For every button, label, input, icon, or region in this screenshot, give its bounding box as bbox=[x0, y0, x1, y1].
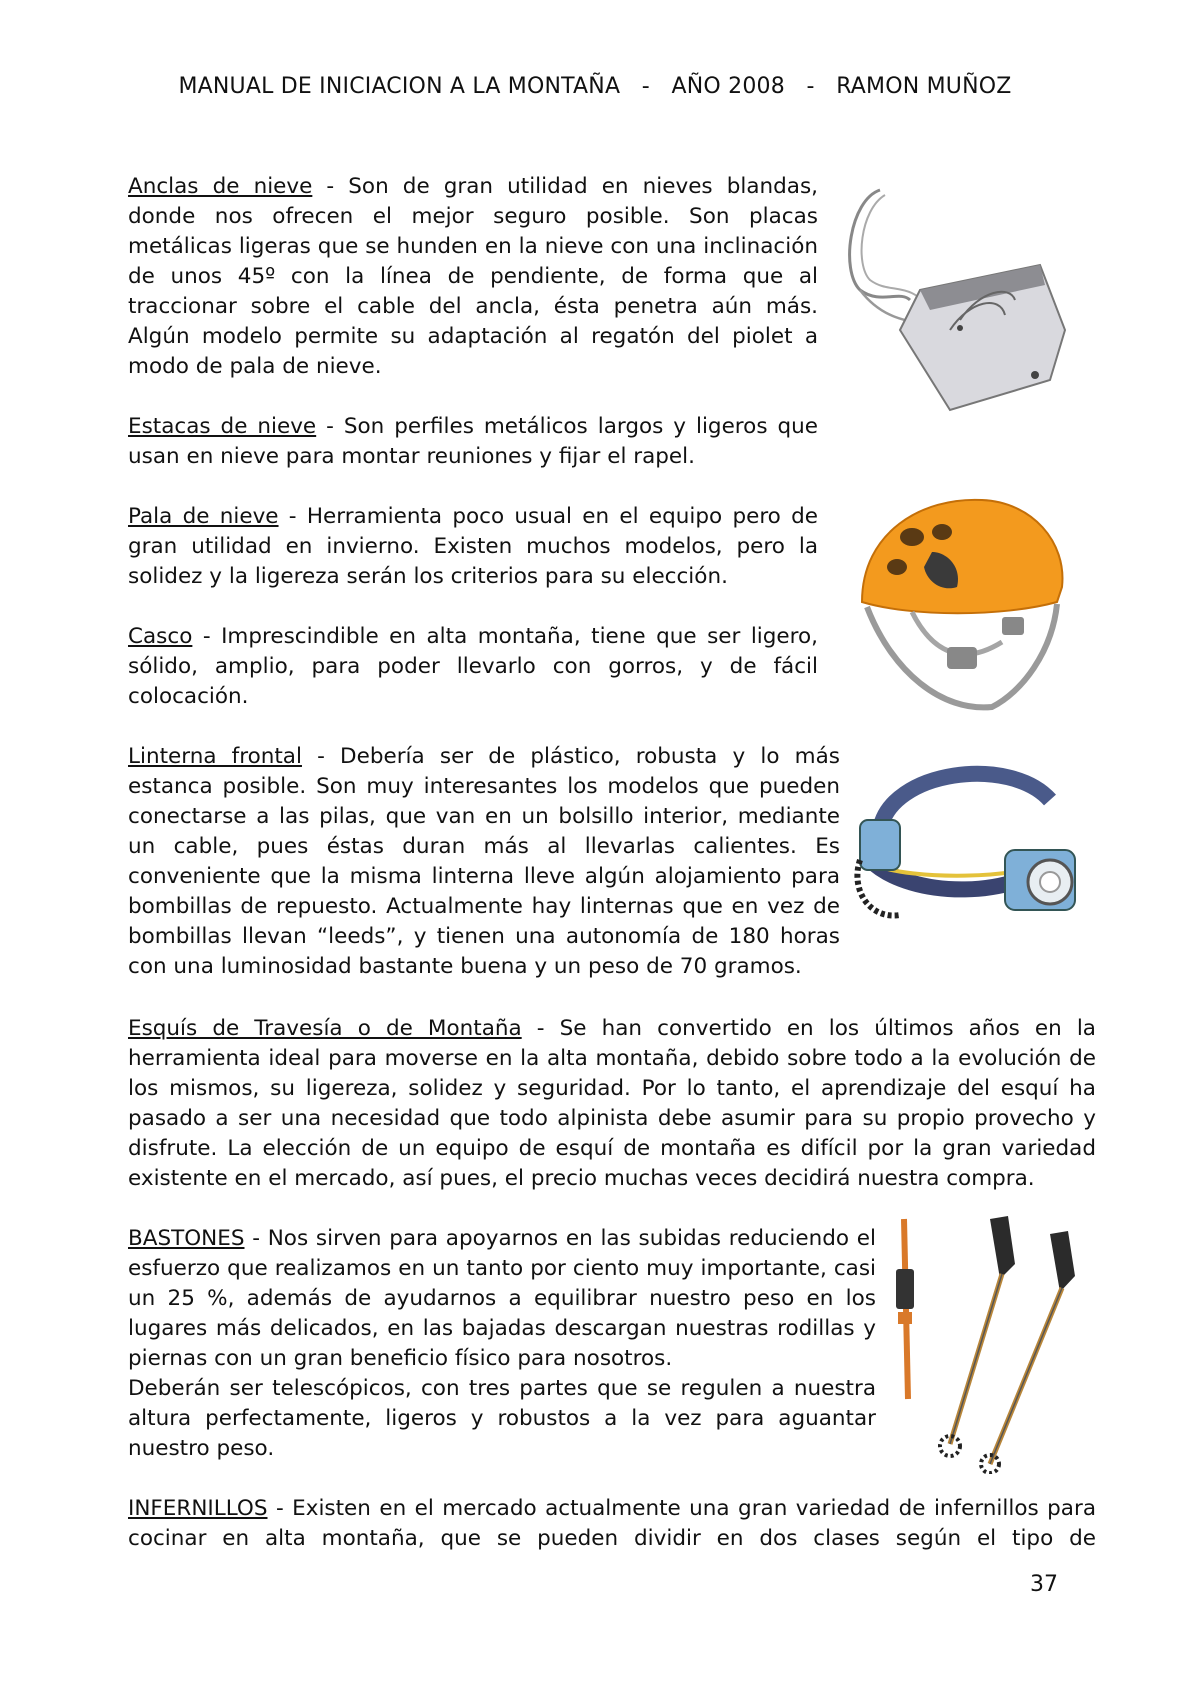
text-estacas: - Son perfiles metálicos largos y ligeros que usan en nieve para montar reuniones y fijar el rapel. bbox=[128, 414, 818, 469]
term-bastones: BASTONES bbox=[128, 1226, 245, 1251]
term-infernillos: INFERNILLOS bbox=[128, 1496, 268, 1521]
section-pala bbox=[128, 502, 818, 592]
term-casco: Casco bbox=[128, 624, 193, 649]
section-casco bbox=[128, 622, 818, 712]
term-linterna: Linterna frontal bbox=[128, 744, 302, 769]
section-bastones bbox=[128, 1224, 876, 1464]
section-infernillos bbox=[128, 1494, 1096, 1554]
page-header: MANUAL DE INICIACION A LA MONTAÑA - AÑO 2008 - RAMON MUÑOZ bbox=[178, 74, 1012, 99]
term-pala: Pala de nieve bbox=[128, 504, 279, 529]
term-estacas: Estacas de nieve bbox=[128, 414, 317, 439]
text-linterna: - Debería ser de plástico, robusta y lo más estanca posible. Son muy interesantes los modelos que pueden conectarse a las pilas, que van en un bolsillo interior, mediante un cable, pues éstas duran más al llevarlas calientes. Es conveniente que la misma linterna lleve algún alojamiento para bombillas de repuesto. Actualmente hay linternas que en vez de bombillas llevan “leeds”, y tienen una autonomía de 180 horas con una luminosidad bastante buena y un peso de 70 gramos. bbox=[128, 744, 840, 979]
section-esquis bbox=[128, 1014, 1096, 1194]
section-estacas bbox=[128, 412, 818, 472]
snow-anchor-image bbox=[840, 180, 1080, 420]
section-linterna bbox=[128, 742, 840, 982]
term-esquis: Esquís de Travesía o de Montaña bbox=[128, 1016, 522, 1041]
text-bastones: - Nos sirven para apoyarnos en las subidas reduciendo el esfuerzo que realizamos en un tanto por ciento muy importante, casi un 25 %, además de ayudarnos a equilibrar nuestro peso en los lugares más delicados, en las bajadas descargan nuestras rodillas y piernas con un gran beneficio físico para nosotros. bbox=[128, 1226, 876, 1371]
text-casco: - Imprescindible en alta montaña, tiene que ser ligero, sólido, amplio, para poder llevarlo con gorros, y de fácil colocación. bbox=[128, 624, 818, 709]
text-anclas: - Son de gran utilidad en nieves blandas, donde nos ofrecen el mejor seguro posible. Son placas metálicas ligeras que se hunden en la nieve con una inclinación de unos 45º con la línea de pendiente, de forma que al traccionar sobre el cable del ancla, ésta penetra aún más. Algún modelo permite su adaptación al regatón del piolet a modo de pala de nieve. bbox=[128, 174, 818, 379]
text-esquis: - Se han convertido en los últimos años en la herramienta ideal para moverse en la alta montaña, debido sobre todo a la evolución de los mismos, su ligereza, solidez y seguridad. Por lo tanto, el aprendizaje del esquí ha pasado a ser una necesidad que todo alpinista debe asumir para su propio provecho y disfrute. La elección de un equipo de esquí de montaña es difícil por la gran variedad existente en el mercado, así pues, el precio muchas veces decidirá nuestra compra. bbox=[128, 1016, 1096, 1191]
page-number: 37 bbox=[1030, 1572, 1058, 1597]
section-anclas bbox=[128, 172, 818, 382]
text-infernillos: - Existen en el mercado actualmente una gran variedad de infernillos para cocinar en alta montaña, que se pueden dividir en dos clases según el tipo de bbox=[128, 1496, 1096, 1551]
headlamp-image bbox=[850, 760, 1090, 940]
bastones-paragraph-2: Deberán ser telescópicos, con tres partes que se regulen a nuestra altura perfectamente, ligeros y robustos a la vez para aguantar nuestro peso. bbox=[128, 1376, 876, 1461]
term-anclas: Anclas de nieve bbox=[128, 174, 313, 199]
helmet-image bbox=[852, 492, 1072, 720]
bastones-paragraph-1 bbox=[128, 1224, 876, 1374]
trekking-poles-image bbox=[890, 1214, 1090, 1474]
text-pala: - Herramienta poco usual en el equipo pero de gran utilidad en invierno. Existen muchos modelos, pero la solidez y la ligereza serán los criterios para su elección. bbox=[128, 504, 818, 589]
